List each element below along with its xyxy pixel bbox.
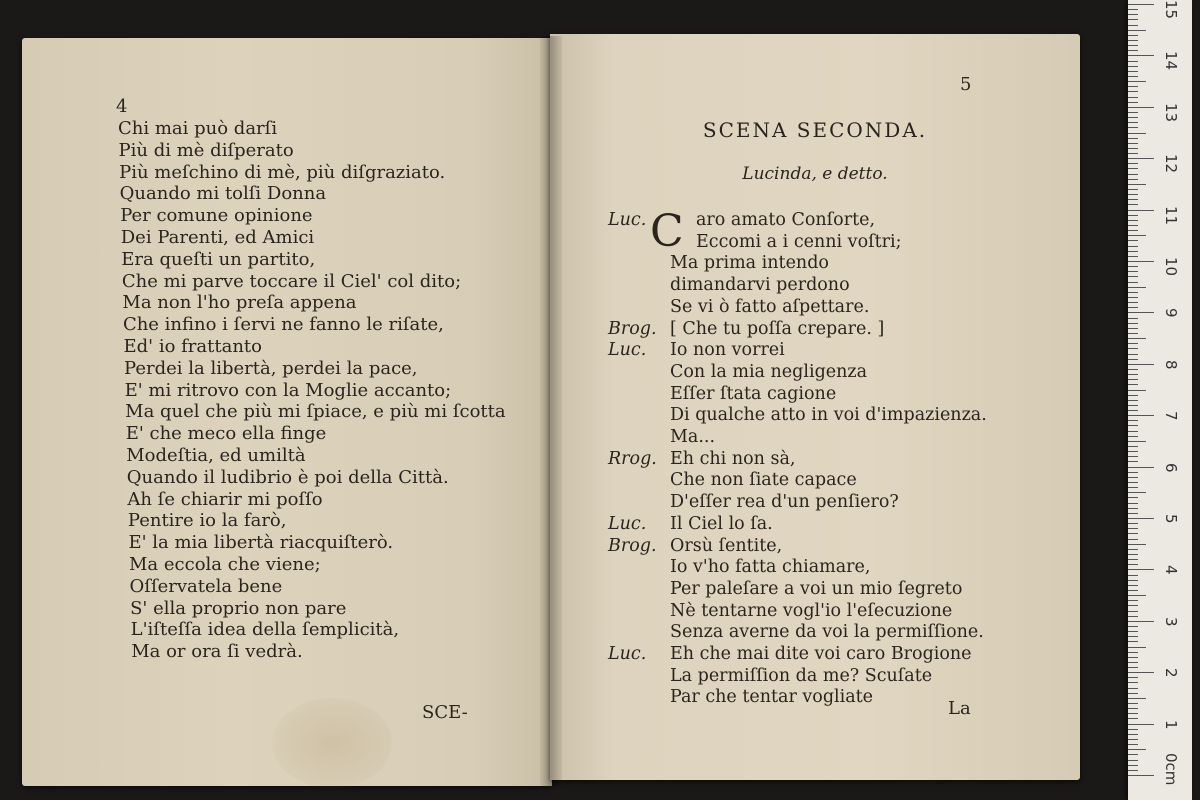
ruler-tick bbox=[1128, 436, 1138, 437]
ruler-tick bbox=[1128, 585, 1138, 586]
ruler-tick bbox=[1128, 374, 1138, 375]
ruler-tick bbox=[1128, 528, 1138, 529]
ruler-label: 4 bbox=[1162, 565, 1180, 575]
ruler-tick bbox=[1128, 153, 1138, 154]
text-line: E' mi ritrovo con la Moglie accanto; bbox=[124, 379, 452, 401]
dialogue-text: Che non ſiate capace bbox=[670, 470, 857, 491]
text-line: Modeſtia, ed umiltà bbox=[126, 444, 306, 466]
dialogue-block bbox=[608, 206, 987, 709]
ruler-tick bbox=[1128, 621, 1154, 622]
ruler-tick bbox=[1128, 127, 1138, 128]
ruler-tick bbox=[1128, 30, 1146, 31]
ruler-tick bbox=[1128, 240, 1138, 241]
dialogue-text: Se vi ò fatto aſpettare. bbox=[670, 296, 870, 317]
ruler-tick bbox=[1128, 461, 1138, 462]
ruler-tick bbox=[1128, 9, 1138, 10]
dialogue-text: Senza averne da voi la permiſſione. bbox=[670, 622, 984, 643]
scene-characters: Lucinda, e detto. bbox=[742, 164, 888, 184]
dialogue-line bbox=[608, 253, 987, 275]
ruler-tick bbox=[1128, 359, 1138, 360]
text-line: Ed' io frattanto bbox=[123, 335, 263, 357]
dialogue-text: Eh chi non sà, bbox=[670, 448, 796, 469]
ruler-label: 14 bbox=[1162, 51, 1180, 71]
ruler-tick bbox=[1128, 4, 1154, 5]
speaker-name: Luc. bbox=[608, 340, 647, 361]
ruler-tick bbox=[1128, 575, 1138, 576]
ruler-tick bbox=[1128, 611, 1138, 612]
ruler-tick bbox=[1128, 61, 1138, 62]
dialogue-text: Eh che mai dite voi caro Brogione bbox=[670, 644, 972, 665]
dialogue-text: dimandarvi perdono bbox=[670, 275, 850, 296]
ruler-tick bbox=[1128, 518, 1154, 519]
ruler-tick bbox=[1128, 503, 1138, 504]
ruler-tick bbox=[1128, 657, 1138, 658]
left-text-block bbox=[118, 118, 506, 663]
dialogue-text: Eccomi a i cenni voſtri; bbox=[696, 231, 902, 252]
ruler-tick bbox=[1128, 600, 1138, 601]
dialogue-line bbox=[608, 687, 987, 709]
ruler-tick bbox=[1128, 595, 1146, 596]
ruler-label: 13 bbox=[1162, 102, 1180, 122]
speaker-name: Luc. bbox=[608, 513, 647, 534]
ruler-tick bbox=[1128, 312, 1154, 313]
ruler-tick bbox=[1128, 210, 1154, 211]
ruler-label: 6 bbox=[1162, 462, 1180, 473]
ruler-tick bbox=[1128, 749, 1146, 750]
ruler-tick bbox=[1128, 441, 1146, 442]
ruler-tick bbox=[1128, 631, 1138, 632]
ruler-tick bbox=[1128, 318, 1138, 319]
catchword-left: SCE- bbox=[422, 702, 468, 723]
drop-cap: C bbox=[650, 206, 684, 257]
ruler-tick bbox=[1128, 580, 1138, 581]
ruler-tick bbox=[1128, 508, 1138, 509]
ruler-tick bbox=[1128, 354, 1138, 355]
text-line: Ma quel che più mi ſpiace, e più mi ſcotta bbox=[125, 401, 506, 423]
book-gutter bbox=[540, 36, 562, 786]
text-line: Dei Parenti, ed Amici bbox=[120, 226, 315, 248]
ruler-tick bbox=[1128, 405, 1138, 406]
ruler-tick bbox=[1128, 384, 1138, 385]
ruler-tick bbox=[1128, 328, 1138, 329]
ruler-tick bbox=[1128, 765, 1138, 766]
ruler-tick bbox=[1128, 739, 1138, 740]
dialogue-line bbox=[608, 275, 987, 297]
ruler-tick bbox=[1128, 204, 1138, 205]
ruler-tick bbox=[1128, 133, 1146, 134]
ruler-tick bbox=[1128, 343, 1138, 344]
ruler-tick bbox=[1128, 287, 1146, 288]
ruler-tick bbox=[1128, 724, 1154, 725]
text-line: Chi mai può darſi bbox=[118, 118, 278, 139]
ruler-tick bbox=[1128, 513, 1138, 514]
ruler-tick bbox=[1128, 482, 1138, 483]
ruler-label: 5 bbox=[1162, 514, 1180, 524]
ruler-tick bbox=[1128, 467, 1154, 468]
ruler-tick bbox=[1128, 703, 1138, 704]
dialogue-line bbox=[608, 536, 987, 558]
measuring-ruler bbox=[1128, 0, 1192, 800]
ruler-tick bbox=[1128, 199, 1138, 200]
dialogue-line bbox=[608, 601, 987, 623]
ruler-tick bbox=[1128, 235, 1146, 236]
ruler-tick bbox=[1128, 523, 1138, 524]
ruler-tick bbox=[1128, 122, 1138, 123]
ruler-tick bbox=[1128, 379, 1138, 380]
ruler-tick bbox=[1128, 420, 1138, 421]
dialogue-text: Ma prima intendo bbox=[670, 253, 829, 274]
ruler-tick bbox=[1128, 395, 1138, 396]
text-line: E' la mia libertà riacquiſterò. bbox=[128, 532, 394, 554]
ruler-tick bbox=[1128, 97, 1138, 98]
ruler-tick bbox=[1128, 539, 1138, 540]
text-line: E' che meco ella finge bbox=[125, 423, 327, 445]
catchword-right: La bbox=[948, 698, 971, 719]
ruler-tick bbox=[1128, 338, 1146, 339]
dialogue-text: Nè tentarne vogl'io l'eſecuzione bbox=[670, 600, 953, 621]
dialogue-line bbox=[608, 579, 987, 601]
ruler-tick bbox=[1128, 25, 1138, 26]
ruler-tick bbox=[1128, 472, 1138, 473]
speaker-name: Rrog. bbox=[608, 448, 657, 469]
ruler-tick bbox=[1128, 225, 1138, 226]
ruler-tick bbox=[1128, 682, 1138, 683]
ruler-tick bbox=[1128, 138, 1138, 139]
ruler-tick bbox=[1128, 297, 1138, 298]
paper-stain bbox=[272, 698, 392, 788]
ruler-tick bbox=[1128, 636, 1138, 637]
dialogue-line bbox=[608, 644, 987, 666]
ruler-tick bbox=[1128, 117, 1138, 118]
dialogue-text: Di qualche atto in voi d'impazienza. bbox=[670, 405, 987, 426]
page-number-left: 4 bbox=[116, 96, 128, 117]
ruler-tick bbox=[1128, 477, 1138, 478]
ruler-label: 8 bbox=[1162, 359, 1180, 370]
dialogue-line bbox=[608, 470, 987, 492]
ruler-tick bbox=[1128, 605, 1138, 606]
dialogue-line bbox=[608, 362, 987, 384]
dialogue-text: Eſſer ſtata cagione bbox=[670, 383, 837, 404]
ruler-tick bbox=[1128, 718, 1138, 719]
dialogue-text: aro amato Conſorte, bbox=[696, 210, 876, 230]
ruler-tick bbox=[1128, 456, 1138, 457]
speaker-name: Luc. bbox=[608, 210, 647, 230]
ruler-tick bbox=[1128, 590, 1138, 591]
ruler-tick bbox=[1128, 672, 1154, 673]
dialogue-line bbox=[608, 622, 987, 644]
ruler-tick bbox=[1128, 184, 1146, 185]
ruler-tick bbox=[1128, 194, 1138, 195]
ruler-tick bbox=[1128, 215, 1138, 216]
ruler-tick bbox=[1128, 662, 1138, 663]
ruler-tick bbox=[1128, 492, 1146, 493]
dialogue-line bbox=[608, 666, 987, 688]
dialogue-line bbox=[608, 449, 987, 471]
ruler-tick bbox=[1128, 364, 1154, 365]
dialogue-line bbox=[608, 232, 987, 254]
ruler-label: 1 bbox=[1162, 719, 1180, 730]
ruler-tick bbox=[1128, 497, 1138, 498]
ruler-tick bbox=[1128, 713, 1138, 714]
dialogue-text: Il Ciel lo ſa. bbox=[670, 513, 773, 534]
ruler-tick bbox=[1128, 487, 1138, 488]
ruler-tick bbox=[1128, 55, 1154, 56]
ruler-tick bbox=[1128, 446, 1138, 447]
text-line: Per comune opinione bbox=[120, 205, 313, 227]
dialogue-text: Io v'ho fatta chiamare, bbox=[670, 557, 871, 578]
ruler-tick bbox=[1128, 71, 1138, 72]
ruler-tick bbox=[1128, 549, 1138, 550]
ruler-tick bbox=[1128, 667, 1138, 668]
ruler-tick bbox=[1128, 168, 1138, 169]
dialogue-line bbox=[608, 340, 987, 362]
dialogue-line bbox=[608, 427, 987, 449]
ruler-tick bbox=[1128, 292, 1138, 293]
ruler-tick bbox=[1128, 230, 1138, 231]
ruler-tick bbox=[1128, 754, 1138, 755]
ruler-tick bbox=[1128, 431, 1138, 432]
ruler-label: 9 bbox=[1162, 308, 1180, 318]
page-number-right: 5 bbox=[960, 74, 972, 95]
ruler-tick bbox=[1128, 770, 1138, 771]
ruler-tick bbox=[1128, 40, 1138, 41]
dialogue-line bbox=[608, 514, 987, 536]
text-line: L'iſteſſa idea della ſemplicità, bbox=[130, 619, 400, 641]
ruler-tick bbox=[1128, 163, 1138, 164]
ruler-tick bbox=[1128, 415, 1154, 416]
ruler-tick bbox=[1128, 744, 1138, 745]
dialogue-text: D'eſſer rea d'un penſiero? bbox=[670, 492, 899, 513]
ruler-tick bbox=[1128, 544, 1146, 545]
ruler-tick bbox=[1128, 282, 1138, 283]
dialogue-text: La permiſſion da me? Scuſate bbox=[670, 665, 933, 686]
text-line: Ma or ora ſi vedrà. bbox=[131, 641, 303, 663]
dialogue-text: Ma... bbox=[670, 427, 716, 448]
ruler-tick bbox=[1128, 81, 1146, 82]
ruler-tick bbox=[1128, 451, 1138, 452]
ruler-tick bbox=[1128, 775, 1154, 776]
ruler-tick bbox=[1128, 45, 1138, 46]
ruler-label: 2 bbox=[1162, 668, 1180, 678]
ruler-tick bbox=[1128, 256, 1138, 257]
ruler-tick bbox=[1128, 107, 1154, 108]
ruler-tick bbox=[1128, 616, 1138, 617]
speaker-name: Brog. bbox=[608, 318, 657, 339]
ruler-tick bbox=[1128, 50, 1138, 51]
ruler-tick bbox=[1128, 102, 1138, 103]
left-page bbox=[22, 38, 552, 786]
text-line: Pentire io la farò, bbox=[127, 510, 287, 532]
text-line: Quando mi tolſi Donna bbox=[119, 183, 327, 205]
dialogue-line bbox=[608, 297, 987, 319]
dialogue-text: Par che tentar vogliate bbox=[670, 687, 874, 708]
text-line: Ma eccola che viene; bbox=[129, 553, 321, 575]
ruler-tick bbox=[1128, 410, 1138, 411]
ruler-tick bbox=[1128, 554, 1138, 555]
ruler-tick bbox=[1128, 647, 1146, 648]
right-page bbox=[550, 34, 1080, 780]
ruler-tick bbox=[1128, 425, 1138, 426]
ruler-label: 15 bbox=[1162, 0, 1180, 20]
ruler-tick bbox=[1128, 86, 1138, 87]
ruler-tick bbox=[1128, 143, 1138, 144]
text-line: Che mi parve toccare il Ciel' col dito; bbox=[121, 270, 462, 292]
ruler-tick bbox=[1128, 569, 1154, 570]
ruler-tick bbox=[1128, 688, 1138, 689]
ruler-tick bbox=[1128, 91, 1138, 92]
dialogue-line bbox=[608, 492, 987, 514]
ruler-tick bbox=[1128, 148, 1138, 149]
ruler-label: 12 bbox=[1162, 154, 1180, 174]
scene-title: SCENA SECONDA. bbox=[702, 118, 928, 142]
ruler-tick bbox=[1128, 66, 1138, 67]
ruler-tick bbox=[1128, 19, 1138, 20]
ruler-tick bbox=[1128, 559, 1138, 560]
ruler-tick bbox=[1128, 323, 1138, 324]
ruler-tick bbox=[1128, 35, 1138, 36]
ruler-tick bbox=[1128, 760, 1138, 761]
text-line: Più di mè diſperato bbox=[118, 139, 294, 161]
ruler-tick bbox=[1128, 14, 1138, 15]
ruler-tick bbox=[1128, 220, 1138, 221]
ruler-tick bbox=[1128, 564, 1138, 565]
text-line: Ma non l'ho preſa appena bbox=[122, 292, 357, 314]
dialogue-text: [ Che tu poſſa crepare. ] bbox=[670, 318, 885, 339]
text-line: Ah ſe chiarir mi poſſo bbox=[127, 488, 323, 510]
ruler-tick bbox=[1128, 302, 1138, 303]
ruler-label: 11 bbox=[1162, 205, 1180, 225]
ruler-tick bbox=[1128, 708, 1138, 709]
ruler-tick bbox=[1128, 533, 1138, 534]
ruler-tick bbox=[1128, 734, 1138, 735]
ruler-tick bbox=[1128, 174, 1138, 175]
ruler-tick bbox=[1128, 369, 1138, 370]
ruler-tick bbox=[1128, 348, 1138, 349]
text-line: Era queſti un partito, bbox=[121, 248, 316, 270]
ruler-tick bbox=[1128, 307, 1138, 308]
ruler-label: 3 bbox=[1162, 616, 1180, 627]
ruler-tick bbox=[1128, 261, 1154, 262]
ruler-tick bbox=[1128, 390, 1146, 391]
ruler-label: 0cm bbox=[1162, 753, 1180, 786]
dialogue-text: Con la mia negligenza bbox=[670, 361, 868, 382]
ruler-tick bbox=[1128, 189, 1138, 190]
speaker-name: Luc. bbox=[608, 644, 647, 665]
ruler-tick bbox=[1128, 246, 1138, 247]
dialogue-line bbox=[608, 557, 987, 579]
text-line: Oſſervatela bene bbox=[129, 575, 283, 597]
ruler-tick bbox=[1128, 76, 1138, 77]
dialogue-line bbox=[608, 384, 987, 406]
ruler-tick bbox=[1128, 276, 1138, 277]
ruler-tick bbox=[1128, 400, 1138, 401]
ruler-tick bbox=[1128, 271, 1138, 272]
text-line: Che infino i ſervi ne fanno le riſate, bbox=[122, 314, 444, 336]
speaker-name: Brog. bbox=[608, 535, 657, 556]
ruler-tick bbox=[1128, 626, 1138, 627]
ruler-tick bbox=[1128, 333, 1138, 334]
ruler-tick bbox=[1128, 266, 1138, 267]
dialogue-text: Orsù ſentite, bbox=[670, 535, 783, 556]
ruler-tick bbox=[1128, 179, 1138, 180]
text-line: Più meſchino di mè, più diſgraziato. bbox=[119, 161, 446, 183]
ruler-tick bbox=[1128, 652, 1138, 653]
ruler-tick bbox=[1128, 698, 1146, 699]
ruler-label: 10 bbox=[1162, 257, 1180, 277]
text-line: Perdei la libertà, perdei la pace, bbox=[124, 357, 418, 379]
dialogue-line bbox=[608, 405, 987, 427]
text-line: Quando il ludibrio è poi della Città. bbox=[126, 466, 449, 488]
ruler-tick bbox=[1128, 729, 1138, 730]
dialogue-line bbox=[608, 319, 987, 341]
dialogue-text: Per paleſare a voi un mio ſegreto bbox=[670, 578, 963, 599]
ruler-tick bbox=[1128, 158, 1154, 159]
text-line: S' ella proprio non pare bbox=[130, 597, 347, 619]
ruler-label: 7 bbox=[1162, 411, 1180, 421]
ruler-tick bbox=[1128, 112, 1138, 113]
dialogue-text: Io non vorrei bbox=[670, 340, 785, 361]
ruler-tick bbox=[1128, 251, 1138, 252]
ruler-tick bbox=[1128, 641, 1138, 642]
ruler-tick bbox=[1128, 677, 1138, 678]
ruler-tick bbox=[1128, 693, 1138, 694]
